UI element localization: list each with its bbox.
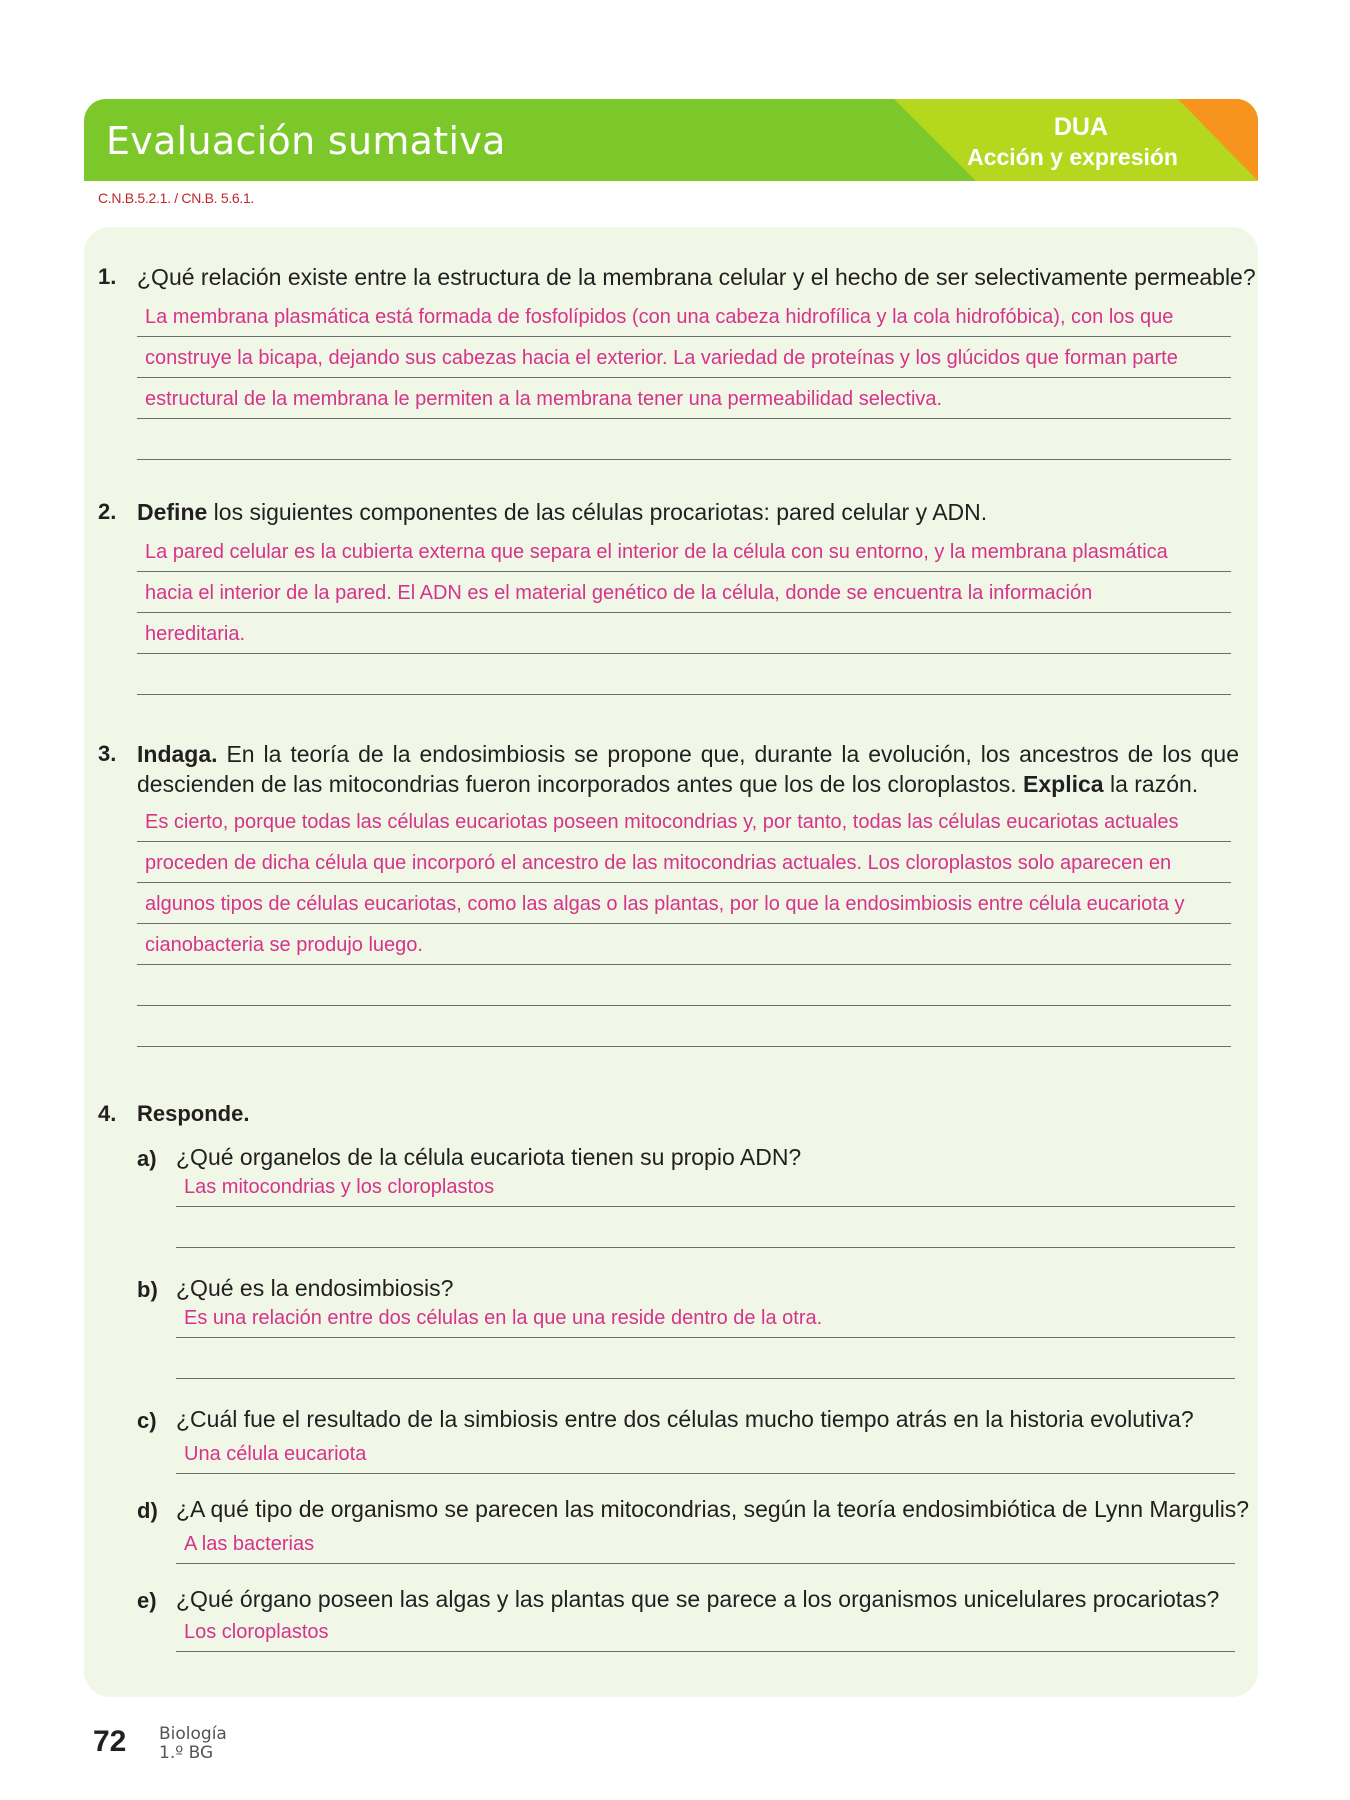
question-1-answer-line[interactable] [137,377,1231,419]
question-3-blank-line[interactable] [137,1005,1231,1006]
question-4-number: 4. [98,1101,117,1126]
question-3-text-line-1 [137,739,1239,769]
question-4-title: Responde. [137,1101,250,1126]
subquestion-c-answer-line[interactable] [176,1432,1235,1474]
question-3-bold-explica: Explica [1023,771,1104,797]
subject-name: Biología [159,1724,227,1744]
answer-text: A las bacterias [184,1533,315,1555]
question-1-text: ¿Qué relación existe entre la estructura de la membrana celular y el hecho de ser selectivamente permeable? [137,264,1256,290]
question-1-answer-line[interactable] [137,295,1231,337]
curriculum-codes: C.N.B.5.2.1. / CN.B. 5.6.1. [98,190,255,206]
question-3-answer-line[interactable] [137,841,1231,883]
subquestion-b-label: b) [137,1277,158,1302]
subquestion-a-blank-line[interactable] [176,1247,1235,1248]
question-3-blank-line[interactable] [137,1046,1231,1047]
grade-level: 1.º BG [159,1743,214,1763]
page-title: Evaluación sumativa [106,119,506,163]
subquestion-c-label: c) [137,1408,157,1433]
dua-badge-subtitle: Acción y expresión [967,144,1178,170]
question-2-number: 2. [98,499,117,524]
question-1-number: 1. [98,264,117,289]
header-banner [84,99,1258,181]
subquestion-c-text: ¿Cuál fue el resultado de la simbiosis entre dos células mucho tiempo atrás en la historia evolutiva? [176,1406,1194,1432]
answer-text: hereditaria. [145,623,246,645]
page-number: 72 [93,1725,127,1758]
subquestion-e-label: e) [137,1588,157,1613]
answer-text: Una célula eucariota [184,1443,367,1465]
question-3-text-line-2 [137,769,1198,799]
question-2-text [137,497,987,527]
subquestion-b-text: ¿Qué es la endosimbiosis? [176,1275,454,1301]
answer-text: La membrana plasmática está formada de fosfolípidos (con una cabeza hidrofílica y la cola hidrofóbica), con los que [145,306,1174,328]
subquestion-d-text: ¿A qué tipo de organismo se parecen las mitocondrias, según la teoría endosimbiótica de Lynn Margulis? [176,1496,1250,1522]
answer-text: cianobacteria se produjo luego. [145,934,423,956]
footer-subject [159,1725,227,1763]
question-2-answer-line[interactable] [137,612,1231,654]
question-3-number: 3. [98,741,117,766]
answer-text: algunos tipos de células eucariotas, como las algas o las plantas, por lo que la endosimbiosis entre célula eucariota y [145,893,1185,915]
subquestion-a-label: a) [137,1146,157,1171]
question-2-answer-line[interactable] [137,571,1231,613]
answer-text: Es una relación entre dos células en la que una reside dentro de la otra. [184,1307,823,1329]
subquestion-a-answer-line[interactable] [176,1165,1235,1207]
subquestion-b-answer-line[interactable] [176,1296,1235,1338]
question-3-bold: Indaga. [137,741,218,767]
answer-text: proceden de dicha célula que incorporó el ancestro de las mitocondrias actuales. Los cloroplastos solo aparecen en [145,852,1172,874]
answer-text: estructural de la membrana le permiten a la membrana tener una permeabilidad selectiva. [145,388,943,410]
question-3-answer-line[interactable] [137,800,1231,842]
subquestion-a-text: ¿Qué organelos de la célula eucariota tienen su propio ADN? [176,1144,802,1170]
subquestion-e-text: ¿Qué órgano poseen las algas y las plantas que se parece a los organismos unicelulares procariotas? [176,1586,1220,1612]
dua-badge-title: DUA [1053,113,1108,141]
question-3-end: la razón. [1103,771,1199,797]
question-2-blank-line[interactable] [137,694,1231,695]
question-3-answer-line[interactable] [137,923,1231,965]
answer-text: construye la bicapa, dejando sus cabezas hacia el exterior. La variedad de proteínas y los glúcidos que forman parte [145,347,1178,369]
question-1-blank-line[interactable] [137,459,1231,460]
question-3-line2: descienden de las mitocondrias fueron incorporados antes que los de los cloroplastos. [137,771,1024,797]
answer-text: Es cierto, porque todas las células eucariotas poseen mitocondrias y, por tanto, todas las células eucariotas actuales [145,811,1179,833]
answer-text: La pared celular es la cubierta externa que separa el interior de la célula con su entorno, y la membrana plasmática [145,541,1168,563]
question-3-rest: En la teoría de la endosimbiosis se propone que, durante la evolución, los ancestros de los que [217,741,1239,767]
question-3-answer-line[interactable] [137,882,1231,924]
question-1-answer-line[interactable] [137,336,1231,378]
answer-text: Las mitocondrias y los cloroplastos [184,1176,495,1198]
question-2-rest: los siguientes componentes de las células procariotas: pared celular y ADN. [207,499,988,525]
answer-text: Los cloroplastos [184,1621,329,1643]
subquestion-d-label: d) [137,1498,158,1523]
answer-text: hacia el interior de la pared. El ADN es el material genético de la célula, donde se encuentra la información [145,582,1093,604]
subquestion-d-answer-line[interactable] [176,1522,1235,1564]
subquestion-e-answer-line[interactable] [176,1610,1235,1652]
question-2-bold: Define [137,499,208,525]
subquestion-b-blank-line[interactable] [176,1378,1235,1379]
question-2-answer-line[interactable] [137,530,1231,572]
